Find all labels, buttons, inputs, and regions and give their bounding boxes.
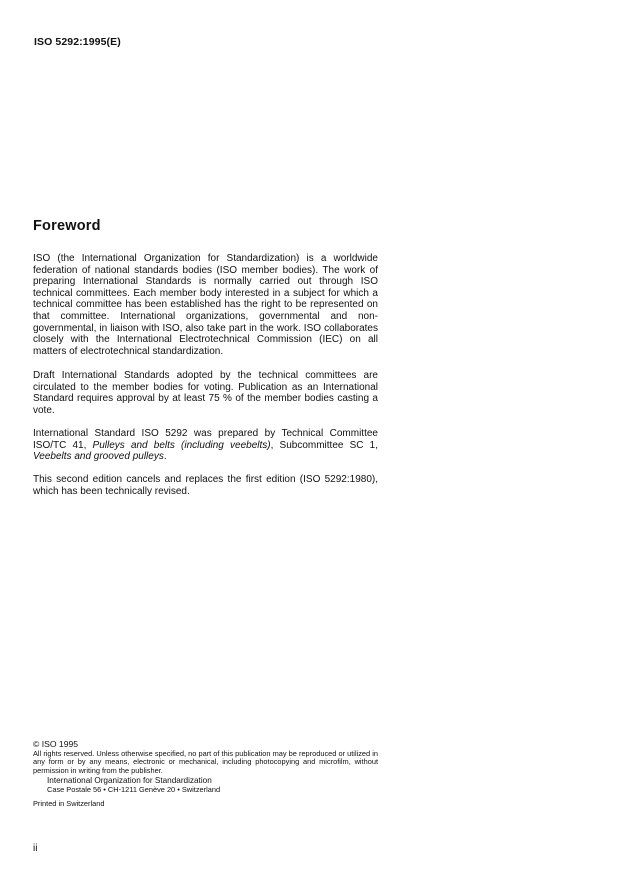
copyright-line: © ISO 1995 <box>33 739 79 749</box>
foreword-paragraph-2: Draft International Standards adopted by the technical committees are circulated to the member bodies for voting. Publication as an International Standard requires approval by at least 75 % of the member bodies casting a vote. <box>33 370 378 416</box>
paragraph-3-text-end: . <box>163 451 167 463</box>
paragraph-3-text-mid: , Subcommittee SC 1, <box>270 439 378 451</box>
foreword-paragraph-3 <box>33 428 378 463</box>
subcommittee-title: Veebelts and grooved pulleys <box>33 451 164 463</box>
foreword-paragraph-1: ISO (the International Organization for Standardization) is a worldwide federation of national standards bodies (ISO member bodies). The work of preparing International Standards is normally carried out through ISO technical committees. Each member body interested in a subject for which a technical committee has been established has the right to be represented on that committee. International organizations, governmental and non-governmental, in liaison with ISO, also take part in the work. ISO collaborates closely with the International Electrotechnical Commission (IEC) on all matters of electrotechnical standardization. <box>33 253 378 357</box>
committee-title: Pulleys and belts (including veebelts) <box>92 439 271 451</box>
foreword-title: Foreword <box>33 218 101 234</box>
paragraph-3-text-start: International Standard ISO 5292 was prepared by Technical Committee ISO/TC 41, <box>33 428 378 451</box>
printed-in: Printed in Switzerland <box>33 798 105 808</box>
copyright-notice <box>33 740 378 808</box>
document-id: ISO 5292:1995(E) <box>34 36 121 48</box>
organization-name: International Organization for Standardization <box>47 776 212 786</box>
rights-statement: All rights reserved. Unless otherwise specified, no part of this publication may be reproduced or utilized in any form or by any means, electronic or mechanical, including photocopying and microfilm, without permission in writing from the publisher. <box>33 748 378 775</box>
organization-address: Case Postale 56 • CH-1211 Genève 20 • Switzerland <box>47 784 221 794</box>
page-number: ii <box>33 843 38 854</box>
foreword-paragraph-4: This second edition cancels and replaces the first edition (ISO 5292:1980), which has been technically revised. <box>33 474 378 497</box>
